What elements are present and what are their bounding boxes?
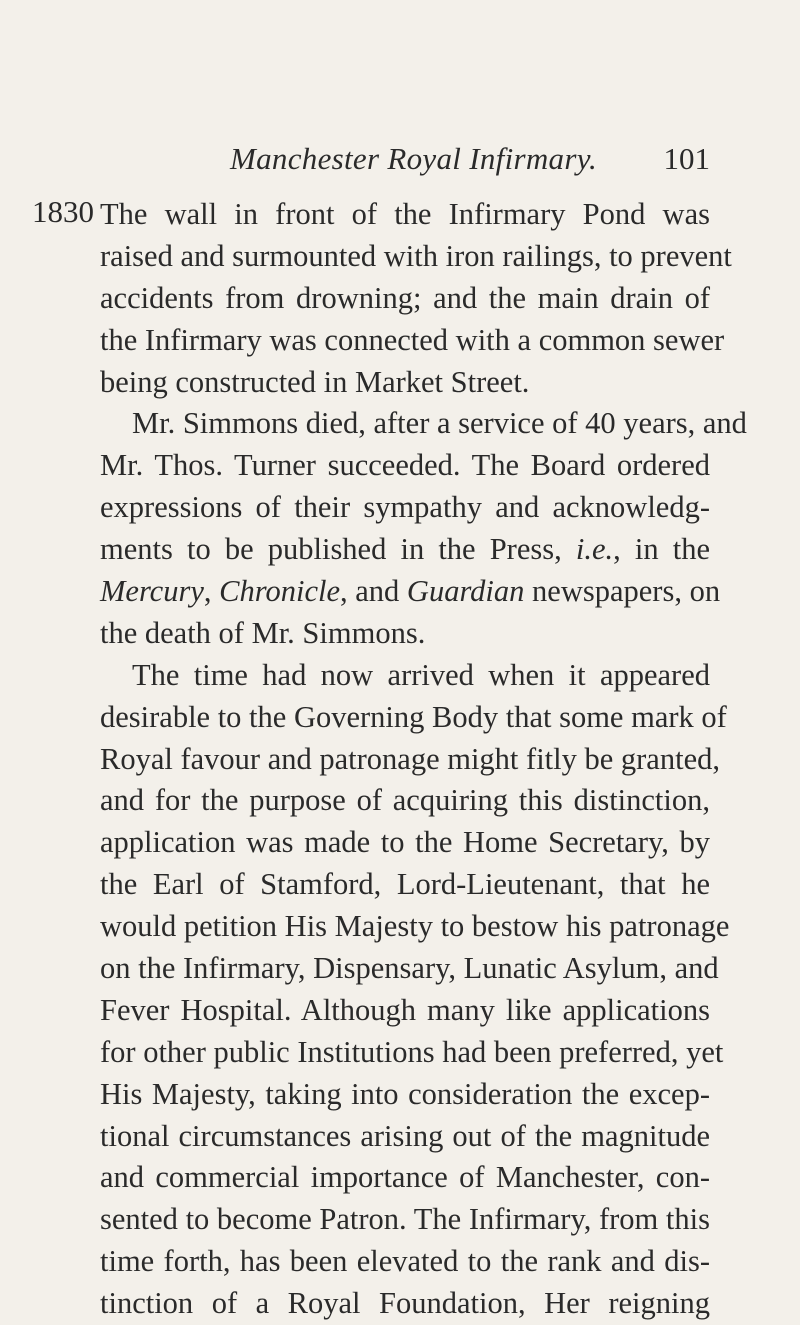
text-line: being constructed in Market Street. xyxy=(100,364,530,399)
text-line: tional circumstances arising out of the magnitude xyxy=(100,1118,710,1153)
text-run: newspapers, on xyxy=(524,574,721,609)
text-line: expressions of their sympathy and acknowledg- xyxy=(100,490,710,525)
text-line: tinction of a Royal Foundation, Her reigning xyxy=(100,1286,710,1321)
page-number: 101 xyxy=(663,141,710,176)
text-line: the Earl of Stamford, Lord-Lieutenant, that he xyxy=(100,867,710,902)
newspaper-title: Chronicle xyxy=(219,574,340,609)
text-line: Mr. Thos. Turner succeeded. The Board ordered xyxy=(100,448,710,483)
text-line: and commercial importance of Manchester, con- xyxy=(100,1160,710,1195)
text-run: , xyxy=(203,574,220,609)
newspaper-title: Guardian xyxy=(406,574,525,609)
newspaper-title: Mercury xyxy=(100,574,204,609)
text-line: raised and surmounted with iron railings, to prevent xyxy=(100,238,732,273)
text-line: for other public Institutions had been preferred, yet xyxy=(100,1034,724,1069)
running-title: Manchester Royal Infirmary. xyxy=(230,141,598,176)
text-line: the death of Mr. Simmons. xyxy=(100,615,426,650)
text-line: on the Infirmary, Dispensary, Lunatic Asylum, and xyxy=(100,951,719,986)
text-line: and for the purpose of acquiring this distinction, xyxy=(100,783,710,818)
text-line: Fever Hospital. Although many like applications xyxy=(100,992,710,1027)
text-line xyxy=(100,571,721,613)
text-line: Mr. Simmons died, after a service of 40 years, and xyxy=(132,406,747,441)
text-line: the Infirmary was connected with a common sewer xyxy=(100,322,725,357)
text-line: application was made to the Home Secretary, by xyxy=(100,825,710,860)
text-line: The time had now arrived when it appeared xyxy=(132,657,710,692)
text-line: accidents from drowning; and the main drain of xyxy=(100,280,710,315)
text-line xyxy=(100,529,710,571)
running-header xyxy=(230,141,710,177)
text-line: The wall in front of the Infirmary Pond was xyxy=(100,197,710,231)
text-line: sented to become Patron. The Infirmary, from this xyxy=(100,1202,710,1237)
text-line: desirable to the Governing Body that some mark of xyxy=(100,699,727,734)
text-run: , in the xyxy=(613,532,710,567)
margin-year: 1830 xyxy=(32,194,94,229)
text-line: Royal favour and patronage might fitly be granted, xyxy=(100,741,720,776)
italic-abbreviation: i.e. xyxy=(575,532,614,567)
text-run: , and xyxy=(340,574,407,609)
text-line: His Majesty, taking into consideration the excep- xyxy=(100,1076,710,1111)
body-text xyxy=(100,194,747,1325)
text-run: ments to be published in the Press, xyxy=(100,532,576,567)
text-line: time forth, has been elevated to the rank and dis- xyxy=(100,1244,710,1279)
text-line: would petition His Majesty to bestow his patronage xyxy=(100,909,730,944)
